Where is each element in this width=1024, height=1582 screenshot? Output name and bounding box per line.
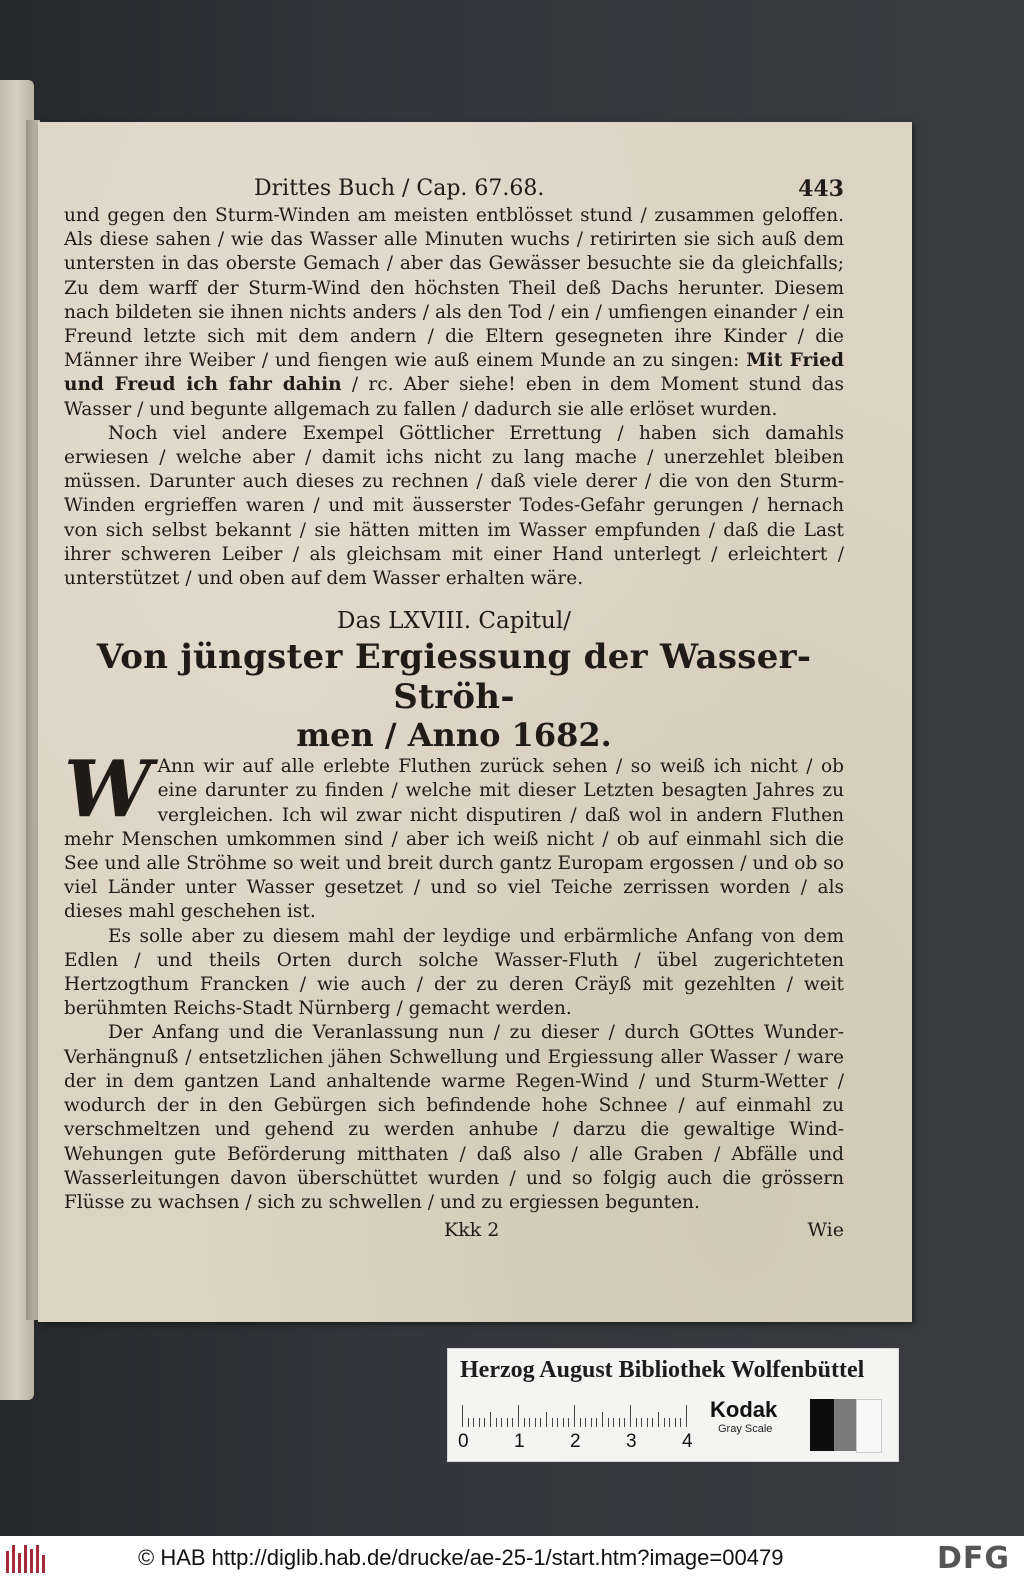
running-head: Drittes Buch / Cap. 67.68. — [254, 176, 545, 201]
chapter-title: Von jüngster Ergiessung der Wasser-Ströh- — [96, 637, 812, 718]
paragraph: Noch viel andere Exempel Göttlicher Errettung / haben sich damahls erwiesen / welche aber / damit ichs nicht zu lang mache / unerzehlet bleiben müssen. Darunter auch dieses zu rechnen / daß viele derer / die von den Sturm-Winden ergrieffen waren / und mit äusserster Todes-Gefahr gerungen / hernach von sich selbst bekannt / sie hätten mitten im Wasser empfunden / daß die Last ihrer schweren Leiber / als gleichsam mit einer Hand unterlegt / erleichtert / unterstützet / und oben auf dem Wasser erhalten wäre. — [64, 422, 844, 590]
ruler-tick — [484, 1418, 485, 1427]
ruler-tick — [675, 1418, 676, 1427]
paragraph: Es solle aber zu diesem mahl der leydige und erbärmliche Anfang von dem Edlen / und theils Orten durch solche Wasser-Fluth / übel zugerichteten Hertzogthum Francken / wie auch / der zu deren Cräyß mit gezehlten / weit berühmten Reichs-Stadt Nürnberg / gemacht werden. — [64, 925, 844, 1020]
hab-logo-icon — [6, 1545, 46, 1573]
ruler-tick — [585, 1418, 586, 1427]
paragraph-continuation: / rc. Aber siehe! eben in dem Moment stund das Wasser / und begunte allgemach zu fallen / dadurch sie alle erlöset wurden. — [64, 374, 844, 420]
ruler-tick — [652, 1418, 653, 1427]
ruler-number: 1 — [514, 1431, 525, 1452]
catchword: Wie — [807, 1219, 844, 1242]
gray-patch-mid — [834, 1399, 856, 1451]
ruler-tick — [529, 1418, 530, 1427]
running-header — [64, 174, 844, 204]
ruler-tick — [546, 1412, 547, 1427]
gray-patch-white — [856, 1399, 882, 1453]
signature-mark: Kkk 2 — [444, 1219, 500, 1242]
ruler-tick — [630, 1405, 631, 1427]
chapter-label: Das LXVIII. Capitul/ — [337, 608, 571, 635]
page-text — [64, 174, 844, 1243]
hymn-phrase: Mit Fried und Freud ich fahr dahin — [64, 350, 844, 396]
ruler-tick — [479, 1418, 480, 1427]
ruler-number: 3 — [626, 1431, 637, 1452]
ruler-tick — [574, 1405, 575, 1427]
ruler-tick — [473, 1418, 474, 1427]
ruler-tick — [563, 1418, 564, 1427]
gray-patch-black — [810, 1399, 834, 1451]
paragraph: Der Anfang und die Veranlassung nun / zu dieser / durch GOttes Wunder-Verhängnuß / entsetzlichen jähen Schwellung und Ergiessung aller Wasser / ware der in dem gantzen Land anhaltende warme Regen-Wind / und Sturm-Wetter / wodurch der in den Gebürgen sich befindende hohe Schnee / auf einmahl zu verschmeltzen und gehend zu werden anhube / darzu die gewaltige Wind-Wehungen gute Beförderung mitthaten / daß also / alle Graben / Abfälle und Wasserleitungen davon überschüttet wurden / und so folgig auch die grössern Flüsse zu wachsen / sich zu schwellen / und zu ergiessen begunten. — [64, 1022, 844, 1213]
ruler-tick — [608, 1418, 609, 1427]
ruler-tick — [496, 1418, 497, 1427]
ruler-tick — [591, 1418, 592, 1427]
ruler-tick — [619, 1418, 620, 1427]
ruler-tick — [664, 1418, 665, 1427]
ruler-tick — [518, 1405, 519, 1427]
ruler-tick — [468, 1418, 469, 1427]
ruler-tick — [686, 1405, 687, 1427]
ruler-number: 4 — [682, 1431, 693, 1452]
library-name: Herzog August Bibliothek Wolfenbüttel — [460, 1357, 865, 1383]
ruler-tick — [557, 1418, 558, 1427]
ruler-tick — [641, 1418, 642, 1427]
ruler-tick — [647, 1418, 648, 1427]
page-footer-line — [64, 1217, 844, 1243]
ruler-tick — [512, 1418, 513, 1427]
book-page — [38, 122, 912, 1322]
paragraph: W Ann wir auf alle erlebte Fluthen zurück sehen / so weiß ich nicht / ob eine darunter zu finden / welche mit dieser Letzten besagten Jahres zu vergleichen. Ich wil zwar nicht disputiren / daß wol in andern Fluthen mehr Menschen umkommen sind / aber ich weiß nicht / ob auf einmahl sich die See und alle Ströhme so weit und breit durch gantz Europam ergossen / und ob so viel Länder unter Wasser gesetzet / und so viel Teiche zerrissen worden / als dieses mahl geschehen ist. — [64, 744, 844, 923]
ruler-tick — [524, 1418, 525, 1427]
drop-cap: W — [64, 744, 152, 836]
ruler-tick — [552, 1418, 553, 1427]
ruler-tick — [462, 1405, 463, 1427]
ruler-tick — [680, 1418, 681, 1427]
page-number: 443 — [798, 176, 844, 202]
footer-bar — [0, 1536, 1024, 1582]
ruler-tick — [636, 1418, 637, 1427]
scale-ruler — [462, 1403, 692, 1427]
ruler-tick — [580, 1418, 581, 1427]
ruler-tick — [613, 1418, 614, 1427]
ruler-number: 2 — [570, 1431, 581, 1452]
ruler-tick — [624, 1418, 625, 1427]
color-target-card — [447, 1348, 899, 1462]
ruler-tick — [507, 1418, 508, 1427]
ruler-tick — [490, 1412, 491, 1427]
paragraph: und gegen den Sturm-Winden am meisten entblösset stund / zusammen geloffen. Als diese sahen / wie das Wasser alle Minuten wuchs / retirirten sie sich auß dem untersten in das oberste Gemach / aber das Gewässer besuchte sie da gleichfalls; Zu dem warff der Sturm-Wind den höchsten Theil deß Dachs herunter. Diesem nach bildeten sie ihnen nichts anders / als den Tod / ein / umfiengen einander / ein Freund letzte sich mit dem andern / die Eltern gesegneten ihre Kinder / die Männer ihre Weiber / und fiengen wie auß einem Munde an zu singen: Mit Fried und Freud ich fahr dahin / rc. Aber siehe! eben in dem Moment stund das Wasser / und begunte allgemach zu fallen / dadurch sie alle erlöset wurden. — [64, 205, 844, 420]
gray-scale-label: Gray Scale — [718, 1423, 773, 1435]
chapter-title-line2: men / Anno 1682. — [296, 716, 612, 755]
ruler-tick — [658, 1412, 659, 1427]
kodak-logo: Kodak — [710, 1397, 778, 1422]
ruler-tick — [596, 1418, 597, 1427]
dfg-logo: DFG — [936, 1541, 1010, 1576]
ruler-numbers — [458, 1431, 708, 1455]
ruler-tick — [669, 1418, 670, 1427]
ruler-tick — [602, 1412, 603, 1427]
ruler-tick — [535, 1418, 536, 1427]
copyright-url: © HAB http://diglib.hab.de/drucke/ae-25-1/start.htm?image=00479 — [138, 1545, 784, 1570]
ruler-number: 0 — [458, 1431, 469, 1452]
ruler-tick — [501, 1418, 502, 1427]
ruler-tick — [540, 1418, 541, 1427]
ruler-tick — [568, 1418, 569, 1427]
